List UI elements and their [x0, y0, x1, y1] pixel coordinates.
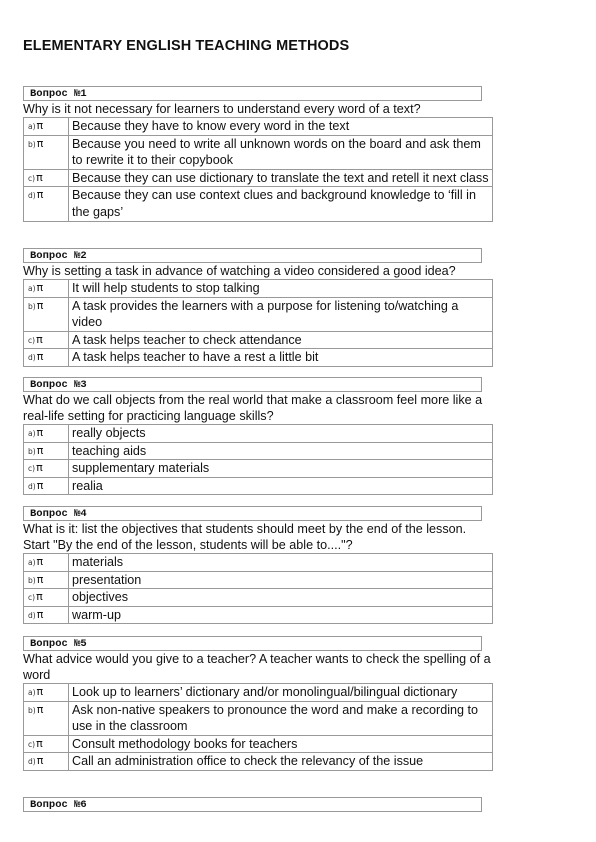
- option-checkbox-icon[interactable]: π: [36, 685, 44, 698]
- page-title: ELEMENTARY ENGLISH TEACHING METHODS: [23, 38, 350, 54]
- question-block-6: [23, 797, 493, 812]
- option-checkbox-icon[interactable]: π: [36, 350, 44, 364]
- option-checkbox-icon[interactable]: π: [36, 281, 44, 294]
- option-letter: d)π: [24, 187, 69, 221]
- option-checkbox-icon[interactable]: π: [36, 298, 44, 312]
- question-block-4: [23, 506, 493, 624]
- option-row[interactable]: [24, 606, 493, 624]
- option-letter: a)π: [24, 118, 69, 136]
- question-block-5: [23, 636, 493, 771]
- option-letter: d)π: [24, 753, 69, 771]
- option-checkbox-icon[interactable]: π: [36, 754, 44, 768]
- option-letter: a)π: [24, 425, 69, 443]
- option-letter: c)π: [24, 460, 69, 478]
- option-row[interactable]: [24, 571, 493, 589]
- option-checkbox-icon[interactable]: π: [36, 736, 43, 750]
- option-checkbox-icon[interactable]: π: [36, 188, 44, 202]
- option-row[interactable]: [24, 118, 493, 136]
- option-row[interactable]: [24, 425, 493, 443]
- question-text: What is it: list the objectives that students should meet by the end of the lesson. Start "By the end of the lesson, students will be able to...."?: [23, 522, 467, 552]
- option-checkbox-icon[interactable]: π: [36, 332, 43, 346]
- option-row[interactable]: [24, 297, 493, 331]
- option-row[interactable]: [24, 589, 493, 607]
- option-letter: c)π: [24, 169, 69, 187]
- option-text: realia: [69, 477, 493, 495]
- option-text: supplementary materials: [69, 460, 493, 478]
- option-checkbox-icon[interactable]: π: [36, 607, 44, 621]
- options-table: [23, 279, 493, 367]
- question-label: Вопрос №3: [23, 377, 482, 392]
- option-row[interactable]: [24, 554, 493, 572]
- question-block-3: [23, 377, 493, 495]
- option-checkbox-icon[interactable]: π: [36, 478, 44, 492]
- option-checkbox-icon[interactable]: π: [36, 119, 44, 132]
- option-text: teaching aids: [69, 442, 493, 460]
- option-text: Because you need to write all unknown words on the board and ask them to rewrite it to their copybook: [69, 135, 493, 169]
- option-row[interactable]: [24, 701, 493, 735]
- option-text: presentation: [69, 571, 493, 589]
- options-table: [23, 683, 493, 771]
- option-row[interactable]: [24, 331, 493, 349]
- option-letter: a)π: [24, 554, 69, 572]
- option-row[interactable]: [24, 735, 493, 753]
- option-text: A task helps teacher to have a rest a little bit: [69, 349, 493, 367]
- option-row[interactable]: [24, 169, 493, 187]
- option-letter: b)π: [24, 135, 69, 169]
- option-row[interactable]: [24, 477, 493, 495]
- option-checkbox-icon[interactable]: π: [36, 572, 44, 586]
- question-block-2: [23, 248, 493, 367]
- question-text: Why is it not necessary for learners to understand every word of a text?: [23, 102, 421, 116]
- option-letter: b)π: [24, 297, 69, 331]
- option-text: Because they have to know every word in the text: [69, 118, 493, 136]
- option-checkbox-icon[interactable]: π: [36, 170, 43, 184]
- options-table: [23, 117, 493, 222]
- option-row[interactable]: [24, 187, 493, 221]
- option-text: Ask non-native speakers to pronounce the word and make a recording to use in the classroom: [69, 701, 493, 735]
- option-text: Call an administration office to check the relevancy of the issue: [69, 753, 493, 771]
- option-letter: c)π: [24, 589, 69, 607]
- question-label: Вопрос №4: [23, 506, 482, 521]
- option-text: objectives: [69, 589, 493, 607]
- options-table: [23, 424, 493, 495]
- option-text: materials: [69, 554, 493, 572]
- question-label: Вопрос №5: [23, 636, 482, 651]
- question-label: Вопрос №6: [23, 797, 482, 812]
- option-letter: d)π: [24, 606, 69, 624]
- option-letter: b)π: [24, 442, 69, 460]
- option-text: Because they can use context clues and background knowledge to ‘fill in the gaps’: [69, 187, 493, 221]
- option-letter: c)π: [24, 331, 69, 349]
- options-table: [23, 553, 493, 624]
- option-row[interactable]: [24, 460, 493, 478]
- question-text: Why is setting a task in advance of watching a video considered a good idea?: [23, 264, 456, 278]
- option-checkbox-icon[interactable]: π: [36, 702, 44, 716]
- option-row[interactable]: [24, 135, 493, 169]
- option-text: A task provides the learners with a purpose for listening to/watching a video: [69, 297, 493, 331]
- option-row[interactable]: [24, 684, 493, 702]
- option-letter: c)π: [24, 735, 69, 753]
- option-row[interactable]: [24, 442, 493, 460]
- option-text: Consult methodology books for teachers: [69, 735, 493, 753]
- option-row[interactable]: [24, 349, 493, 367]
- option-text: A task helps teacher to check attendance: [69, 331, 493, 349]
- option-row[interactable]: [24, 280, 493, 298]
- question-label: Вопрос №2: [23, 248, 482, 263]
- option-checkbox-icon[interactable]: π: [36, 136, 44, 150]
- option-checkbox-icon[interactable]: π: [36, 443, 44, 457]
- question-block-1: [23, 86, 493, 222]
- option-row[interactable]: [24, 753, 493, 771]
- option-letter: b)π: [24, 571, 69, 589]
- option-text: Look up to learners’ dictionary and/or monolingual/bilingual dictionary: [69, 684, 493, 702]
- question-text: What advice would you give to a teacher? A teacher wants to check the spelling of a word: [23, 652, 491, 682]
- question-label: Вопрос №1: [23, 86, 482, 101]
- option-letter: a)π: [24, 684, 69, 702]
- option-checkbox-icon[interactable]: π: [36, 555, 44, 568]
- question-text: What do we call objects from the real world that make a classroom feel more like a real-life setting for practicing language skills?: [23, 393, 483, 423]
- option-text: It will help students to stop talking: [69, 280, 493, 298]
- option-letter: d)π: [24, 349, 69, 367]
- option-letter: b)π: [24, 701, 69, 735]
- option-checkbox-icon[interactable]: π: [36, 461, 43, 475]
- option-letter: d)π: [24, 477, 69, 495]
- option-text: Because they can use dictionary to translate the text and retell it next class: [69, 169, 493, 187]
- option-text: really objects: [69, 425, 493, 443]
- option-checkbox-icon[interactable]: π: [36, 426, 44, 439]
- option-text: warm-up: [69, 606, 493, 624]
- option-checkbox-icon[interactable]: π: [36, 590, 43, 604]
- option-letter: a)π: [24, 280, 69, 298]
